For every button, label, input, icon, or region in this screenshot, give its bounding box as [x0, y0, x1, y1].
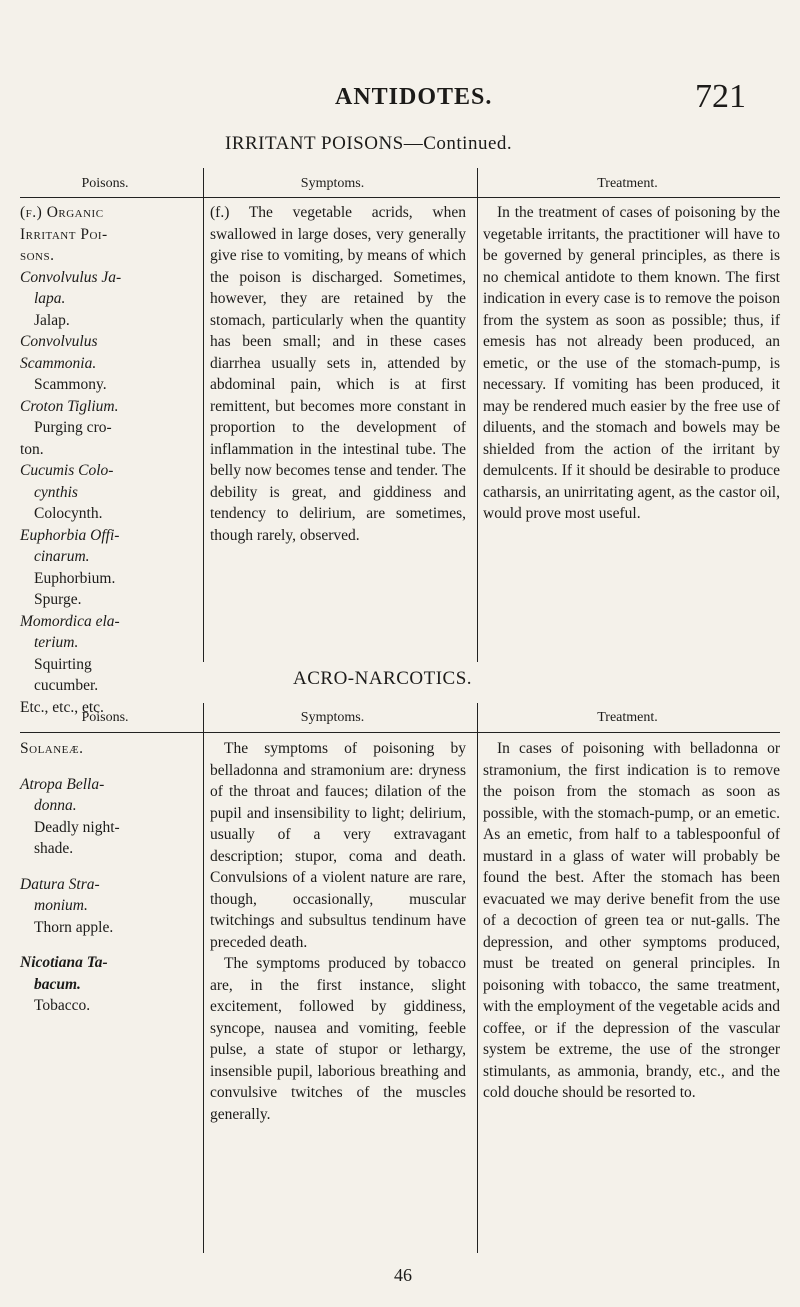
col-header-symptoms: Symptoms. — [300, 710, 365, 725]
section-title-acro-narcotics: ACRO-NARCOTICS. — [293, 668, 473, 689]
poison-group-label: (f.) Organic — [20, 204, 104, 221]
poison-latin-name: Nicotiana Ta- — [20, 954, 108, 971]
poison-common-name: shade. — [34, 840, 74, 857]
treatment-paragraph: In cases of poisoning with belladonna or stramonium, the first indication is to remove the poison from the stomach as soon as possible, with the stomach-pump, or an emetic. As an emetic, from half to a tablespoonful of mustard in a glass of water will probably be found the best. After the stomach has been evacuated we may derive benefit from the use of a decoction of green tea or nut-galls. The depression, and other symptoms produced, must be treated on general principles. In poisoning with tobacco, the same treatment, with the employment of the vegetable acids and coffee, or if the depression of the vascular system be extreme, the use of the stronger stimulants, as ammonia, brandy, etc., and the cold douche should be resorted to. — [483, 740, 780, 1101]
poison-latin-name: bacum. — [34, 975, 81, 993]
col-header-treatment: Treatment. — [597, 176, 658, 191]
col-header-poisons: Poisons. — [81, 710, 129, 725]
poison-latin-name: cinarum. — [34, 548, 90, 565]
poisons-list — [20, 738, 198, 1017]
poison-common-name: Purging cro- — [34, 419, 112, 436]
poison-group-label: sons. — [20, 247, 55, 264]
poison-latin-name: lapa. — [34, 290, 66, 307]
poison-latin-name: Datura Stra- — [20, 875, 100, 893]
poison-latin-name: Euphorbia Offi- — [20, 526, 120, 544]
poison-common-name: Tobacco. — [34, 997, 91, 1014]
poison-latin-name: Convolvulus Ja- — [20, 268, 122, 286]
header-rule — [20, 732, 780, 733]
poison-common-name: Deadly night- — [34, 818, 120, 836]
symptoms-paragraph: The symptoms of poisoning by belladonna and stramonium are: dryness of the throat and fauces; dilation of the pupil and insensibility to light; delirium, usually of a very extravagant description; stupor, coma and death. Convulsions of a violent nature are rare, though, occasionally, muscular twitchings and subsultus tendinum have preceded death. — [210, 740, 466, 951]
page-number: 721 — [695, 78, 746, 115]
poison-common-name: Thorn apple. — [34, 918, 114, 936]
col-header-treatment: Treatment. — [597, 710, 658, 725]
column-divider — [203, 703, 204, 1253]
treatment-paragraph: In the treatment of cases of poisoning by the vegetable irritants, the practitioner will have to be governed by general principles, as there is no chemical antidote to them known. The first indication in every case is to remove the poison from the system as soon as possible; thus, if emesis has not already been produced, an emetic, or the use of the stomach-pump, is necessary. If vomiting has been produced, it may be rendered much easier by the free use of diluents, and the stomach and bowels may be shielded from the action of the irritant by demulcents. If it should be desirable to produce catharsis, an unirritating agent, as the castor oil, would prove most useful. — [483, 204, 780, 522]
poison-common-name: Colocynth. — [34, 505, 103, 522]
section-title-irritant: IRRITANT POISONS—Continued. — [225, 133, 513, 154]
treatment-text — [483, 202, 780, 525]
poison-latin-name: Momordica ela- — [20, 612, 120, 630]
poison-common-name: Squirting — [34, 655, 92, 673]
signature-mark: 46 — [394, 1265, 412, 1285]
poison-latin-name: Scammonia. — [20, 354, 97, 372]
col-header-poisons: Poisons. — [81, 176, 129, 191]
poison-latin-name: Croton Tiglium. — [20, 397, 119, 415]
header-rule — [20, 197, 780, 198]
column-divider — [477, 168, 478, 662]
poison-common-name: Jalap. — [34, 311, 70, 329]
symptoms-text — [210, 202, 466, 546]
treatment-text — [483, 738, 780, 1104]
poison-latin-name: Atropa Bella- — [20, 775, 105, 793]
poisons-list — [20, 202, 198, 718]
symptoms-paragraph: (f.) The vegetable acrids, when swallowed in large doses, very generally give rise to vomiting, by means of which the poison is discharged. Sometimes, however, they are retained by the stomach, particularly when the quantity has been small; and in these cases diarrhea usually sets in, attended by abdominal pain, which is at first remittent, but becomes more constant in proportion to the development of inflammation in the intestinal tube. The belly now becomes tense and tender. The debility is great, and giddiness and tendency to delirium, are sometimes, though rarely, observed. — [210, 204, 466, 544]
poison-common-name: Scammony. — [34, 376, 107, 393]
column-divider — [477, 703, 478, 1253]
poison-group-label: Irritant Poi- — [20, 225, 108, 243]
poison-latin-name: cynthis — [34, 483, 78, 501]
poison-common-name: Spurge. — [34, 591, 82, 608]
poison-common-name: Etc., etc., etc. — [20, 698, 104, 716]
poison-common-name: ton. — [20, 440, 44, 458]
poison-latin-name: donna. — [34, 797, 77, 814]
poison-latin-name: terium. — [34, 634, 79, 651]
poison-group-label: Solaneæ. — [20, 740, 84, 757]
running-head — [0, 78, 800, 118]
poison-common-name: Euphorbium. — [34, 569, 116, 587]
poison-latin-name: Cucumis Colo- — [20, 462, 114, 479]
col-header-symptoms: Symptoms. — [300, 176, 365, 191]
poison-common-name: cucumber. — [34, 677, 99, 694]
poison-latin-name: Convolvulus — [20, 333, 98, 350]
symptoms-text — [210, 738, 466, 1125]
column-divider — [203, 168, 204, 662]
running-title: ANTIDOTES. — [335, 84, 493, 110]
symptoms-paragraph: The symptoms produced by tobacco are, in the first instance, slight excitement, followed by giddiness, syncope, nausea and vomiting, feeble pulse, a state of stupor or lethargy, insensible pupil, laborious breathing and convulsive twitches of the muscles generally. — [210, 955, 466, 1123]
poison-latin-name: monium. — [34, 897, 88, 914]
